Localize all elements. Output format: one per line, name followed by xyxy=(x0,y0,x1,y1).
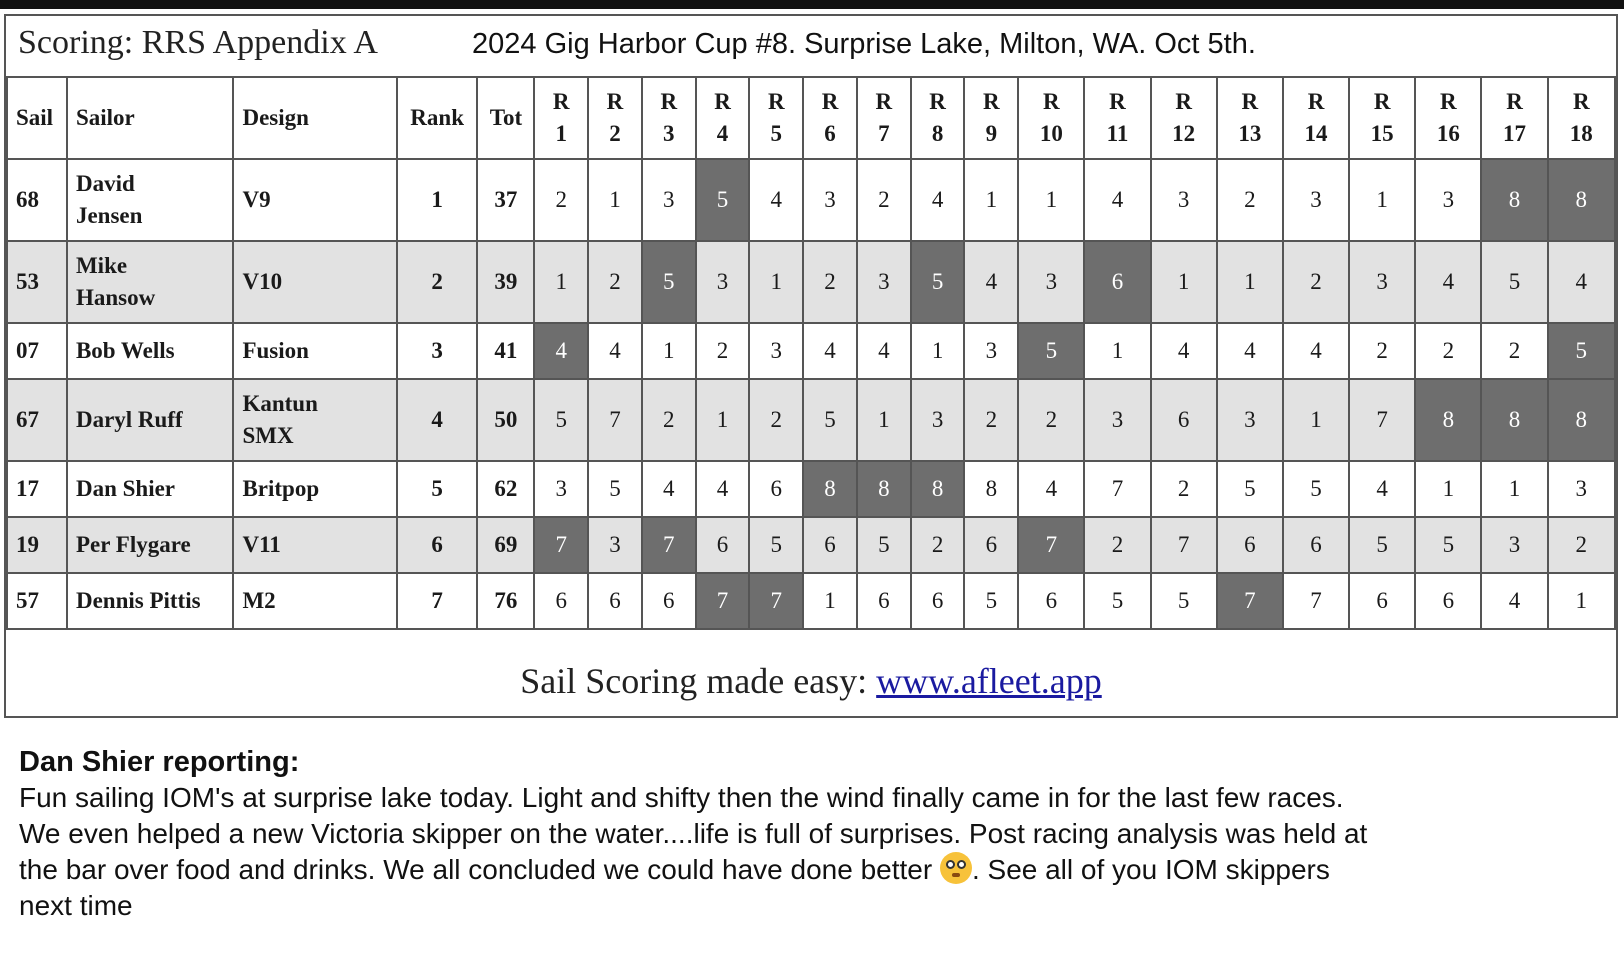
sailor-name-line-1: Bob Wells xyxy=(75,338,175,363)
race-prefix: R xyxy=(660,89,678,114)
score-cell: 5 xyxy=(964,573,1018,629)
discarded-score-cell: 5 xyxy=(1548,323,1615,379)
score-cell: 1 xyxy=(749,241,803,323)
score-cell: 5 xyxy=(1151,573,1217,629)
design-line-1: V10 xyxy=(242,269,283,294)
rank-cell: 4 xyxy=(397,379,478,461)
score-cell: 6 xyxy=(857,573,911,629)
score-cell: 1 xyxy=(1084,323,1150,379)
score-cell: 4 xyxy=(588,323,642,379)
discarded-score-cell: 5 xyxy=(696,159,750,241)
score-cell: 3 xyxy=(1217,379,1283,461)
race-number: 16 xyxy=(1436,121,1460,146)
total-cell: 69 xyxy=(477,517,534,573)
score-cell: 6 xyxy=(803,517,857,573)
score-cell: 6 xyxy=(749,461,803,517)
report-line-3-start: the bar over food and drinks. We all concluded we could have done better xyxy=(19,854,940,885)
score-cell: 2 xyxy=(964,379,1018,461)
discarded-score-cell: 5 xyxy=(642,241,696,323)
sail-number-cell: 53 xyxy=(7,241,67,323)
race-number: 11 xyxy=(1106,121,1129,146)
race-prefix: R xyxy=(1175,89,1192,114)
score-cell: 8 xyxy=(964,461,1018,517)
col-race xyxy=(534,77,588,159)
score-cell: 7 xyxy=(588,379,642,461)
score-cell: 3 xyxy=(1349,241,1415,323)
score-cell: 2 xyxy=(1018,379,1084,461)
discarded-score-cell: 8 xyxy=(911,461,965,517)
footer-text: Sail Scoring made easy: xyxy=(520,661,877,701)
score-cell: 6 xyxy=(1349,573,1415,629)
discarded-score-cell: 8 xyxy=(857,461,911,517)
footer-link[interactable]: www.afleet.app xyxy=(876,661,1102,701)
score-cell: 2 xyxy=(1481,323,1547,379)
score-cell: 2 xyxy=(534,159,588,241)
score-cell: 3 xyxy=(534,461,588,517)
race-prefix: R xyxy=(1572,89,1590,114)
sailor-cell xyxy=(67,573,233,629)
sheet-footer xyxy=(6,648,1616,716)
col-race xyxy=(642,77,696,159)
score-cell: 7 xyxy=(1151,517,1217,573)
score-cell: 1 xyxy=(911,323,965,379)
sailor-name-line-2: Hansow xyxy=(75,285,156,310)
score-cell: 1 xyxy=(1217,241,1283,323)
total-cell: 39 xyxy=(477,241,534,323)
discarded-score-cell: 7 xyxy=(749,573,803,629)
score-cell: 3 xyxy=(1151,159,1217,241)
flushed-face-emoji-icon xyxy=(940,852,972,884)
rank-cell: 1 xyxy=(397,159,478,241)
sail-number-cell: 67 xyxy=(7,379,67,461)
table-row xyxy=(7,323,1615,379)
score-cell: 2 xyxy=(1415,323,1481,379)
score-cell: 3 xyxy=(1481,517,1547,573)
score-cell: 4 xyxy=(857,323,911,379)
score-cell: 4 xyxy=(1481,573,1547,629)
report-line-3-end: . See all of you IOM skippers xyxy=(971,854,1330,885)
discarded-score-cell: 6 xyxy=(1084,241,1150,323)
col-race xyxy=(803,77,857,159)
score-cell: 4 xyxy=(696,461,750,517)
score-cell: 4 xyxy=(1018,461,1084,517)
report-line-3 xyxy=(19,852,1609,888)
score-cell: 3 xyxy=(588,517,642,573)
score-cell: 5 xyxy=(1283,461,1349,517)
score-cell: 1 xyxy=(964,159,1018,241)
report-heading: Dan Shier reporting: xyxy=(19,746,300,778)
event-title: 2024 Gig Harbor Cup #8. Surprise Lake, Milton, WA. Oct 5th. xyxy=(472,28,1256,60)
score-cell: 3 xyxy=(696,241,750,323)
score-cell: 6 xyxy=(534,573,588,629)
race-prefix: R xyxy=(1043,89,1060,114)
score-cell: 1 xyxy=(803,573,857,629)
score-cell: 3 xyxy=(1283,159,1349,241)
sailor-name-line-1: Per Flygare xyxy=(75,532,191,557)
sailor-cell xyxy=(67,517,233,573)
total-cell: 76 xyxy=(477,573,534,629)
score-cell: 1 xyxy=(1548,573,1615,629)
score-cell: 5 xyxy=(1349,517,1415,573)
col-race xyxy=(1349,77,1415,159)
race-number: 14 xyxy=(1304,121,1328,146)
score-cell: 2 xyxy=(642,379,696,461)
design-line-1: V9 xyxy=(242,187,271,212)
sail-number-cell: 07 xyxy=(7,323,67,379)
results-sheet xyxy=(4,14,1618,718)
race-prefix: R xyxy=(767,89,785,114)
score-cell: 5 xyxy=(1481,241,1547,323)
design-cell xyxy=(233,461,396,517)
score-cell: 5 xyxy=(588,461,642,517)
score-cell: 3 xyxy=(964,323,1018,379)
score-cell: 3 xyxy=(1548,461,1615,517)
col-race xyxy=(1415,77,1481,159)
race-prefix: R xyxy=(1373,89,1391,114)
sailor-name-line-1: Dennis Pittis xyxy=(75,588,201,613)
race-number: 10 xyxy=(1039,121,1063,146)
design-line-1: V11 xyxy=(242,532,281,557)
race-prefix: R xyxy=(929,89,946,114)
design-line-1: Fusion xyxy=(242,338,309,363)
total-cell: 37 xyxy=(477,159,534,241)
score-cell: 2 xyxy=(1084,517,1150,573)
score-cell: 1 xyxy=(534,241,588,323)
design-cell xyxy=(233,323,396,379)
score-cell: 2 xyxy=(749,379,803,461)
race-prefix: R xyxy=(552,89,570,114)
score-cell: 4 xyxy=(1151,323,1217,379)
score-cell: 3 xyxy=(803,159,857,241)
discarded-score-cell: 8 xyxy=(1548,379,1615,461)
race-prefix: R xyxy=(714,89,731,114)
design-cell xyxy=(233,517,396,573)
race-number: 6 xyxy=(824,121,836,146)
race-prefix: R xyxy=(983,89,1000,114)
design-line-1: M2 xyxy=(242,588,276,613)
discarded-score-cell: 7 xyxy=(1217,573,1283,629)
sailor-name-line-1: David xyxy=(75,171,135,196)
design-cell xyxy=(233,241,396,323)
sailor-name-line-1: Dan Shier xyxy=(75,476,176,501)
score-cell: 3 xyxy=(749,323,803,379)
score-cell: 2 xyxy=(803,241,857,323)
race-prefix: R xyxy=(1506,89,1523,114)
discarded-score-cell: 8 xyxy=(803,461,857,517)
rank-cell: 3 xyxy=(397,323,478,379)
score-cell: 2 xyxy=(857,159,911,241)
score-cell: 1 xyxy=(642,323,696,379)
score-cell: 3 xyxy=(1084,379,1150,461)
col-design: Design xyxy=(233,77,396,159)
results-table xyxy=(6,76,1616,630)
table-row xyxy=(7,517,1615,573)
score-cell: 1 xyxy=(588,159,642,241)
score-cell: 2 xyxy=(911,517,965,573)
score-cell: 5 xyxy=(1084,573,1150,629)
total-cell: 62 xyxy=(477,461,534,517)
score-cell: 2 xyxy=(696,323,750,379)
score-cell: 1 xyxy=(1283,379,1349,461)
score-cell: 1 xyxy=(1349,159,1415,241)
col-race xyxy=(1481,77,1547,159)
top-border-bar xyxy=(0,0,1624,9)
race-prefix: R xyxy=(1307,89,1325,114)
total-cell: 41 xyxy=(477,323,534,379)
score-cell: 1 xyxy=(696,379,750,461)
score-cell: 4 xyxy=(1349,461,1415,517)
sailor-name-line-1: Mike xyxy=(75,253,128,278)
col-race xyxy=(911,77,965,159)
report-line-4: next time xyxy=(19,890,133,921)
col-race xyxy=(1548,77,1615,159)
discarded-score-cell: 7 xyxy=(642,517,696,573)
col-sailor: Sailor xyxy=(67,77,233,159)
score-cell: 4 xyxy=(1084,159,1150,241)
score-cell: 5 xyxy=(534,379,588,461)
sail-number-cell: 17 xyxy=(7,461,67,517)
design-cell xyxy=(233,379,396,461)
report-text xyxy=(19,744,1609,924)
col-race xyxy=(1151,77,1217,159)
race-number: 15 xyxy=(1370,121,1394,146)
sailor-cell xyxy=(67,379,233,461)
col-race xyxy=(1018,77,1084,159)
sailor-cell xyxy=(67,241,233,323)
discarded-score-cell: 4 xyxy=(534,323,588,379)
score-cell: 3 xyxy=(642,159,696,241)
score-cell: 4 xyxy=(1283,323,1349,379)
race-number: 4 xyxy=(716,121,729,146)
score-cell: 2 xyxy=(588,241,642,323)
col-race xyxy=(749,77,803,159)
sailor-cell xyxy=(67,461,233,517)
table-row xyxy=(7,461,1615,517)
race-number: 12 xyxy=(1172,121,1196,146)
score-cell: 5 xyxy=(803,379,857,461)
score-cell: 6 xyxy=(696,517,750,573)
score-cell: 4 xyxy=(642,461,696,517)
race-number: 8 xyxy=(931,121,944,146)
sailor-name-line-1: Daryl Ruff xyxy=(75,407,183,432)
score-cell: 5 xyxy=(1217,461,1283,517)
discarded-score-cell: 8 xyxy=(1481,379,1547,461)
design-line-2: SMX xyxy=(242,423,294,448)
race-prefix: R xyxy=(875,89,893,114)
race-prefix: R xyxy=(1109,89,1126,114)
race-number: 9 xyxy=(985,121,998,146)
score-cell: 1 xyxy=(1415,461,1481,517)
report-line-2: We even helped a new Victoria skipper on the water....life is full of surprises. Post racing analysis was held at xyxy=(19,818,1368,849)
score-cell: 3 xyxy=(911,379,965,461)
score-cell: 2 xyxy=(1548,517,1615,573)
sailor-name-line-2: Jensen xyxy=(75,203,143,228)
sailor-cell xyxy=(67,159,233,241)
score-cell: 6 xyxy=(642,573,696,629)
rank-cell: 2 xyxy=(397,241,478,323)
score-cell: 1 xyxy=(857,379,911,461)
col-rank: Rank xyxy=(397,77,478,159)
score-cell: 7 xyxy=(1283,573,1349,629)
score-cell: 1 xyxy=(1018,159,1084,241)
race-number: 18 xyxy=(1569,121,1593,146)
score-cell: 3 xyxy=(1415,159,1481,241)
sailor-cell xyxy=(67,323,233,379)
discarded-score-cell: 8 xyxy=(1415,379,1481,461)
sail-number-cell: 68 xyxy=(7,159,67,241)
score-cell: 4 xyxy=(911,159,965,241)
score-cell: 5 xyxy=(749,517,803,573)
score-cell: 3 xyxy=(857,241,911,323)
col-race xyxy=(588,77,642,159)
score-cell: 1 xyxy=(1151,241,1217,323)
score-cell: 6 xyxy=(911,573,965,629)
sail-number-cell: 19 xyxy=(7,517,67,573)
table-row xyxy=(7,241,1615,323)
score-cell: 4 xyxy=(964,241,1018,323)
col-race xyxy=(964,77,1018,159)
score-cell: 7 xyxy=(1084,461,1150,517)
col-race xyxy=(1283,77,1349,159)
col-race xyxy=(1084,77,1150,159)
race-number: 13 xyxy=(1238,121,1262,146)
scoring-system-label: Scoring: RRS Appendix A xyxy=(18,24,378,61)
discarded-score-cell: 7 xyxy=(1018,517,1084,573)
race-number: 2 xyxy=(609,121,621,146)
col-race xyxy=(696,77,750,159)
discarded-score-cell: 7 xyxy=(534,517,588,573)
score-cell: 4 xyxy=(749,159,803,241)
report-line-1: Fun sailing IOM's at surprise lake today. Light and shifty then the wind finally came in for the last few races. xyxy=(19,782,1344,813)
race-number: 5 xyxy=(770,121,783,146)
col-sail: Sail xyxy=(7,77,67,159)
table-row xyxy=(7,379,1615,461)
table-row xyxy=(7,159,1615,241)
score-cell: 2 xyxy=(1151,461,1217,517)
design-cell xyxy=(233,159,396,241)
col-race xyxy=(857,77,911,159)
score-cell: 6 xyxy=(1018,573,1084,629)
race-prefix: R xyxy=(1440,89,1457,114)
design-line-1: Kantun xyxy=(242,391,318,416)
discarded-score-cell: 8 xyxy=(1481,159,1547,241)
score-cell: 1 xyxy=(1481,461,1547,517)
rank-cell: 6 xyxy=(397,517,478,573)
discarded-score-cell: 8 xyxy=(1548,159,1615,241)
race-number: 3 xyxy=(663,121,675,146)
score-cell: 4 xyxy=(803,323,857,379)
score-cell: 6 xyxy=(1415,573,1481,629)
score-cell: 6 xyxy=(1151,379,1217,461)
race-number: 7 xyxy=(878,121,890,146)
discarded-score-cell: 5 xyxy=(911,241,965,323)
race-number: 1 xyxy=(555,121,567,146)
total-cell: 50 xyxy=(477,379,534,461)
score-cell: 4 xyxy=(1217,323,1283,379)
score-cell: 2 xyxy=(1349,323,1415,379)
discarded-score-cell: 5 xyxy=(1018,323,1084,379)
score-cell: 4 xyxy=(1415,241,1481,323)
col-race xyxy=(1217,77,1283,159)
score-cell: 6 xyxy=(1283,517,1349,573)
score-cell: 4 xyxy=(1548,241,1615,323)
race-number: 17 xyxy=(1503,121,1527,146)
race-prefix: R xyxy=(606,89,624,114)
sail-number-cell: 57 xyxy=(7,573,67,629)
score-cell: 7 xyxy=(1349,379,1415,461)
score-cell: 6 xyxy=(1217,517,1283,573)
score-cell: 5 xyxy=(1415,517,1481,573)
discarded-score-cell: 7 xyxy=(696,573,750,629)
table-row xyxy=(7,573,1615,629)
rank-cell: 7 xyxy=(397,573,478,629)
design-cell xyxy=(233,573,396,629)
score-cell: 2 xyxy=(1217,159,1283,241)
score-cell: 6 xyxy=(588,573,642,629)
rank-cell: 5 xyxy=(397,461,478,517)
score-cell: 3 xyxy=(1018,241,1084,323)
results-header xyxy=(6,16,1616,78)
table-header-row xyxy=(7,77,1615,159)
score-cell: 5 xyxy=(857,517,911,573)
design-line-1: Britpop xyxy=(242,476,320,501)
score-cell: 6 xyxy=(964,517,1018,573)
col-tot: Tot xyxy=(477,77,534,159)
race-prefix: R xyxy=(821,89,839,114)
results-body xyxy=(7,159,1615,629)
race-prefix: R xyxy=(1241,89,1259,114)
score-cell: 2 xyxy=(1283,241,1349,323)
